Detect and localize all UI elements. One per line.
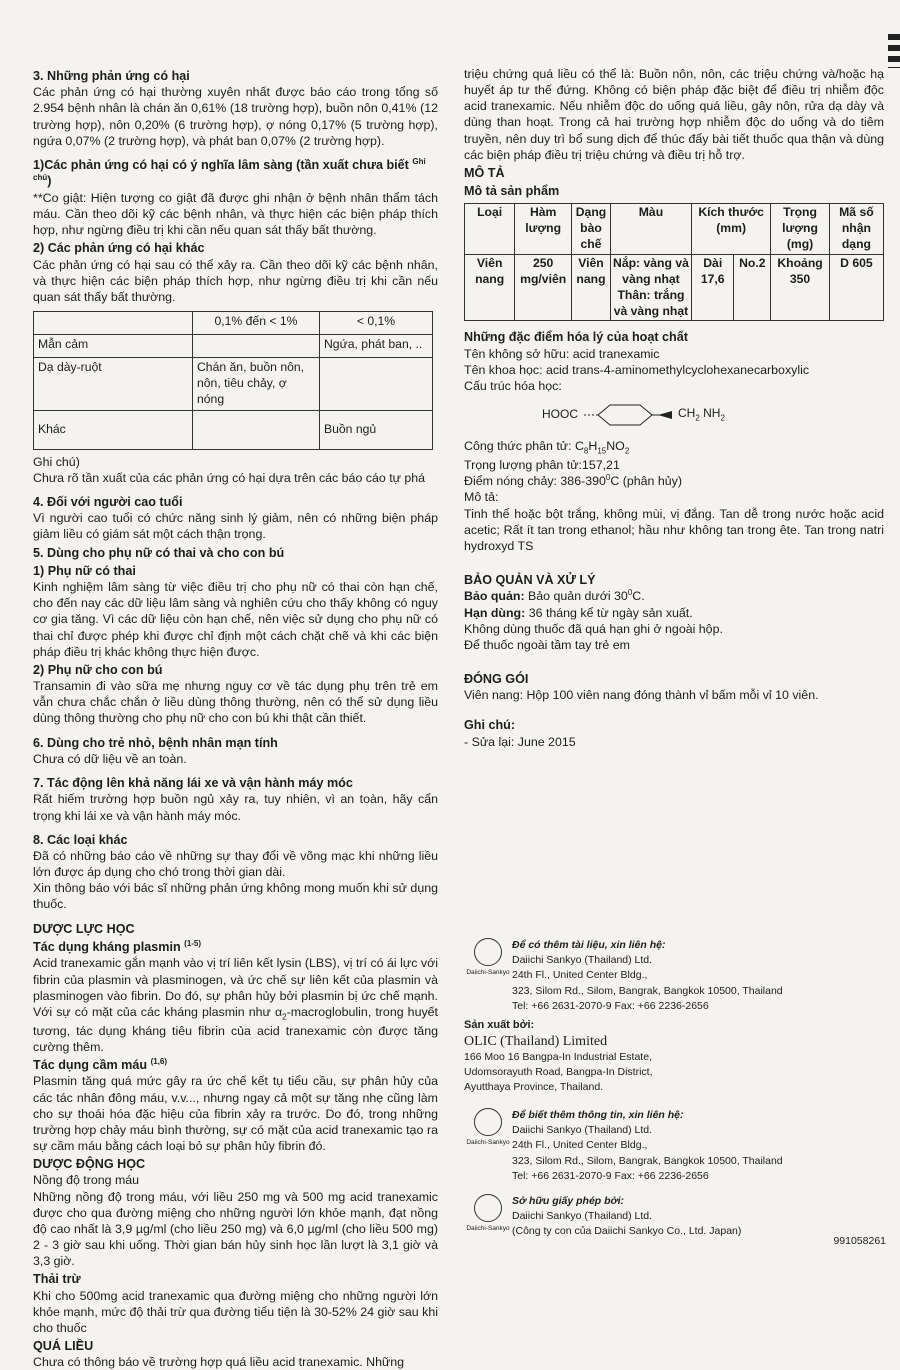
section-5-2-title: 2) Phụ nữ cho con bú <box>33 662 163 677</box>
product-description-title: Mô tả sản phẩm <box>464 184 560 199</box>
table-cell: Viên nang <box>465 255 515 321</box>
page-edge-marker <box>888 34 900 68</box>
note-title: Ghi chú: <box>464 718 516 733</box>
storage-condition: Bảo quản: Bảo quản dưới $30^0C$. <box>464 588 645 604</box>
table-cell: Dạng bào chế <box>572 204 611 255</box>
table-cell: < 0,1% <box>320 312 433 335</box>
manufacturer-heading: Sản xuất bởi: <box>464 1019 535 1031</box>
table-cell: Ngứa, phát ban, .. <box>320 335 433 358</box>
contact-line: 24th Fl., United Center Bldg., <box>512 1139 648 1152</box>
packaging-title: ĐÓNG GÓI <box>464 671 529 686</box>
table-cell <box>193 335 320 358</box>
section-3-1-title: 1)Các phản ứng có hại có ý nghĩa lâm sàng (tần xuất chưa biết $^{Ghi chú}$) <box>33 156 426 189</box>
hemostatic-title: Tác dụng cầm máu $^{(1,6)}$ <box>33 1056 168 1073</box>
section-5-1-title: 1) Phụ nữ có thai <box>33 563 136 578</box>
storage-warning-2: Để thuốc ngoài tầm tay trẻ em <box>464 637 630 652</box>
structure-right-group: $CH_2$ $NH_2$ <box>678 406 725 423</box>
shelf-life: Hạn dùng: 36 tháng kể từ ngày sản xuất. <box>464 605 693 620</box>
table-cell: Màu <box>610 204 691 255</box>
section-8-title: 8. Các loại khác <box>33 832 128 847</box>
reference-mark: (1-5) <box>184 938 202 948</box>
chemical-properties-title: Những đặc điểm hóa lý của hoạt chất <box>464 330 688 345</box>
pharmacodynamics-title: DƯỢC LỰC HỌC <box>33 921 135 936</box>
daiichi-sankyo-logo-icon <box>474 938 502 966</box>
cyclohexane-ring-icon <box>582 402 674 428</box>
description-body: Tinh thể hoặc bột trắng, không mùi, vị đắng. Tan dễ trong nước hoặc acid acetic; Rất ít tan trong ethanol; hầu như không tan trong ête. Tan trong natri hydroxyd TS <box>464 506 884 553</box>
daiichi-sankyo-logo-icon <box>474 1194 502 1222</box>
contact-heading: Sở hữu giấy phép bởi: <box>512 1195 625 1207</box>
storage-title: BẢO QUẢN VÀ XỬ LÝ <box>464 572 596 587</box>
section-7-body: Rất hiếm trường hợp buồn ngủ xảy ra, tuy nhiên, vì an toàn, hãy cẩn trọng khi lái xe và vận hành máy móc. <box>33 792 438 823</box>
molecular-weight: Trọng lượng phân tử:157,21 <box>464 458 620 473</box>
note-body: - Sửa lại: June 2015 <box>464 734 576 749</box>
document-code: 991058261 <box>833 1235 886 1248</box>
antiplasmin-body: Acid tranexamic gắn mạnh vào vị trí liên kết lysin (LBS), vị trí có ái lực với fibrin của plasmin và plasminogen, và ức chế sự liên kết của plasmin và plasminogen vào fibrin. Do đó, sự phân hủy bởi plasmin bị ức chế mạnh. Với sự có mặt của các kháng plasmin như $\alpha_2$-macroglobulin, trong huyết tương, tác dụng kháng tiêu fibrin của acid tranexamic còn được tăng cường thêm. <box>33 956 438 1054</box>
section-8-body-2: Xin thông báo với bác sĩ những phản ứng không mong muốn khi sử dụng thuốc. <box>33 881 438 912</box>
section-3-intro: Các phản ứng có hại thường xuyên nhất được báo cáo trong tổng số 2.954 bệnh nhân là chán ăn 0,61% (18 trường hợp), buồn nôn 0,41% (12 trường hợp), nôn 0,20% (6 trường hợp), ợ nóng 0,17% (5 trường hợp), ngứa 0,07% (2 trường hợp), và phát ban 0,07% (2 trường hợp). <box>33 85 438 148</box>
table-row <box>34 358 433 411</box>
storage-warning-1: Không dùng thuốc đã quá hạn ghi ở ngoài hộp. <box>464 621 723 636</box>
molecular-formula: Công thức phân tử: $C_8H_{15}NO_2$ <box>464 439 630 456</box>
section-5-2-body: Transamin đi vào sữa mẹ nhưng nguy cơ về tác dụng phụ trên trẻ em vẫn chưa chắc chắn ở liều dùng thông thường, nên có thể sử dụng liều dùng thông thường cho phụ nữ cho con bú khi thật cần thiết. <box>33 679 438 726</box>
section-3-title: 3. Những phản ứng có hại <box>33 69 190 83</box>
section-5-1-body: Kinh nghiệm lâm sàng từ việc điều trị cho phụ nữ có thai còn hạn chế, cho đến nay các dữ liệu lâm sàng và nghiên cứu cho thấy không có nguy cơ gia tăng. Vì các dữ liệu còn hạn chế, nên việc sử dụng cho phụ nữ có thai chỉ được phép khi được chỉ định một cách chặt chẽ và khi các biện pháp điều trị khác không thực hiện được. <box>33 580 438 659</box>
daiichi-sankyo-logo: Daiichi-Sankyo <box>464 1108 512 1147</box>
contact-line: 24th Fl., United Center Bldg., <box>512 969 648 982</box>
product-table <box>464 203 884 321</box>
daiichi-sankyo-logo: Daiichi-Sankyo <box>464 1194 512 1233</box>
contact-line: Tel: +66 2631-2070-9 Fax: +66 2236-2656 <box>512 999 709 1012</box>
table-cell: Viên nang <box>572 255 611 321</box>
overdose-continued: triệu chứng quá liều có thể là: Buồn nôn, nôn, các triệu chứng và/hoặc hạ huyết áp tư thế đứng. Không có biện pháp đặc biệt để điều trị nhiễm độc acid tranexamic. Nếu nhiễm độc do uống quá liều, gây nôn, rửa dạ dày và dùng than hoạt. Trong cả hai trường hợp nhiễm độc do uống và do tiêm truyền, nên duy trì bổ sung dịch để thúc đẩy bài tiết thuốc qua thận và dùng các biện pháp điều trị triệu chứng và điều trị hỗ trợ. <box>464 67 884 162</box>
pharmacokinetics-title: DƯỢC ĐỘNG HỌC <box>33 1157 146 1172</box>
section-3-2-title: 2) Các phản ứng có hại khác <box>33 241 205 256</box>
hemostatic-body: Plasmin tăng quá mức gây ra ức chế kết tụ tiểu cầu, sự phân hủy của các tác nhân đông máu, v.v..., nhưng ngay cả một sự tăng nhẹ cũng làm cho sự thoái hóa đặc hiệu của fibrin xảy ra trước. Do đó, trong những trường hợp chảy máu bình thường, sự có mặt của acid tranexamic tạo ra sự cầm máu bằng cách loại bỏ sự phân hủy fibrin đó. <box>33 1074 438 1153</box>
contact-heading: Để có thêm tài liệu, xin liên hệ: <box>512 939 666 951</box>
table-cell: Khoảng 350 <box>771 255 830 321</box>
overdose-body: Chưa có thông báo về trường hợp quá liều acid tranexamic. Những <box>33 1355 405 1370</box>
section-8-body-1: Đã có những báo cáo về những sự thay đổi về võng mạc khi những liều lớn được áp dụng cho chó trong thời gian dài. <box>33 849 438 880</box>
table-header-row <box>34 312 433 335</box>
table-cell: Mã số nhận dạng <box>829 204 883 255</box>
table-row <box>34 335 433 358</box>
table-cell: Buồn ngủ <box>320 410 433 449</box>
reference-mark: (1,6) <box>150 1056 168 1066</box>
contact-line: Daiichi Sankyo (Thailand) Ltd. <box>512 1210 653 1223</box>
table-cell: Trọng lượng (mg) <box>771 204 830 255</box>
contact-line: Daiichi Sankyo (Thailand) Ltd. <box>512 1124 653 1137</box>
section-5-title: 5. Dùng cho phụ nữ có thai và cho con bú <box>33 545 285 560</box>
contact-line: 323, Silom Rd., Silom, Bangrak, Bangkok 10500, Thailand <box>512 1154 783 1167</box>
manufacturer-address: 166 Moo 16 Bangpa-In Industrial Estate, Udomsorayuth Road, Bangpa-In District, Ayutthaya Province, Thailand. <box>464 1051 653 1094</box>
table-cell <box>34 312 193 335</box>
blood-level-title: Nồng độ trong máu <box>33 1173 140 1188</box>
table-cell: Dạ dày-ruột <box>34 358 193 411</box>
structure-left-group: HOOC <box>542 407 578 422</box>
table-cell <box>320 358 433 411</box>
table-cell: Nắp: vàng và vàng nhạt Thân: trắng và vàng nhạt <box>610 255 691 321</box>
nonproprietary-name: Tên không sở hữu: acid tranexamic <box>464 346 660 361</box>
adr-note-body: Chưa rõ tần xuất của các phản ứng có hại dựa trên các báo cáo tự phá <box>33 470 426 485</box>
adverse-reactions-table <box>33 311 433 450</box>
footnote-mark: Ghi chú <box>33 156 426 183</box>
manufacturer-name: OLIC (Thailand) Limited <box>464 1034 608 1049</box>
table-cell: Khác <box>34 410 193 449</box>
overdose-title: QUÁ LIỀU <box>33 1338 94 1353</box>
daiichi-sankyo-logo-icon <box>474 1108 502 1136</box>
table-row <box>465 255 884 321</box>
left-column <box>33 66 438 1370</box>
chemical-structure <box>542 402 884 428</box>
packaging-body: Viên nang: Hộp 100 viên nang đóng thành vỉ bấm mỗi vỉ 10 viên. <box>464 688 819 703</box>
chemical-structure-label: Cấu trúc hóa học: <box>464 379 562 394</box>
contact-line: Tel: +66 2631-2070-9 Fax: +66 2236-2656 <box>512 1169 709 1182</box>
table-cell: Hàm lượng <box>515 204 572 255</box>
section-3-2-body: Các phản ứng có hại sau có thể xảy ra. Cần theo dõi kỹ các bệnh nhân, và thực hiện các biện pháp thích hợp, như ngừng điều trị khi cần nếu quan sát thấy bất thường. <box>33 257 438 304</box>
description-title: MÔ TẢ <box>464 165 505 180</box>
table-cell: D 605 <box>829 255 883 321</box>
contact-line: Daiichi Sankyo (Thailand) Ltd. <box>512 954 653 967</box>
excretion-body: Khi cho 500mg acid tranexamic qua đường miệng cho những người lớn khỏe mạnh, mức độ thải trừ qua đường tiểu tiện là 30-52% 24 giờ sau khi cho thuốc <box>33 1288 438 1335</box>
table-cell: Dài 17,6 <box>692 255 734 321</box>
section-3-1-body: **Co giật: Hiện tượng co giật đã được ghi nhận ở bệnh nhân thẩm tách máu. Cần theo dõi kỹ các bệnh nhân, và thực hiện các biện pháp thích hợp, như ngừng điều trị khi cần nếu quan sát thấy bất thường. <box>33 190 438 238</box>
section-6-title: 6. Dùng cho trẻ nhỏ, bệnh nhân mạn tính <box>33 735 278 750</box>
blood-level-body: Những nồng độ trong máu, với liều 250 mg và 500 mg acid tranexamic được cho qua đường miệng cho những người lớn khỏe mạnh, đạt nồng độ cao nhất là 3,9 µg/ml (cho liều 250 mg) và 6,0 µg/ml (cho liều 500 mg) 2 - 3 giờ sau khi uống. Thời gian bán hủy sinh học lần lượt là 3,1 giờ và 3,3 giờ. <box>33 1189 438 1269</box>
table-cell <box>193 410 320 449</box>
section-6-body: Chưa có dữ liệu về an toàn. <box>33 751 187 766</box>
table-cell: Chán ăn, buồn nôn, nôn, tiêu chảy, ợ nóng <box>193 358 320 411</box>
adr-note-title: Ghi chú) <box>33 454 80 469</box>
scientific-name: Tên khoa học: acid trans-4-aminomethylcyclohexanecarboxylic <box>464 362 810 377</box>
section-4-body: Vì người cao tuổi có chức năng sinh lý giảm, nên có những biện pháp giảm liều có giám sát một cách thận trọng. <box>33 511 438 542</box>
table-cell: 0,1% đến < 1% <box>193 312 320 335</box>
excretion-title: Thải trừ <box>33 1272 81 1287</box>
section-4-title: 4. Đối với người cao tuổi <box>33 494 183 509</box>
table-row <box>34 410 433 449</box>
table-cell: Loại <box>465 204 515 255</box>
contact-heading: Để biết thêm thông tin, xin liên hệ: <box>512 1109 684 1121</box>
table-cell: 250 mg/viên <box>515 255 572 321</box>
table-cell: Mẫn cảm <box>34 335 193 358</box>
daiichi-sankyo-logo: Daiichi-Sankyo <box>464 938 512 977</box>
table-cell: No.2 <box>734 255 771 321</box>
melting-point: Điểm nóng chảy: $386-390^0C$ (phân hủy) <box>464 473 682 489</box>
table-header-row <box>465 204 884 255</box>
antiplasmin-title: Tác dụng kháng plasmin $^{(1-5)}$ <box>33 938 202 955</box>
table-cell: Kích thước (mm) <box>692 204 771 255</box>
section-7-title: 7. Tác động lên khả năng lái xe và vận hành máy móc <box>33 776 353 791</box>
description-label: Mô tả: <box>464 490 499 505</box>
right-column <box>464 66 884 750</box>
contact-line: 323, Silom Rd., Silom, Bangrak, Bangkok 10500, Thailand <box>512 984 783 997</box>
contact-line: (Công ty con của Daiichi Sankyo Co., Ltd. Japan) <box>512 1225 742 1238</box>
